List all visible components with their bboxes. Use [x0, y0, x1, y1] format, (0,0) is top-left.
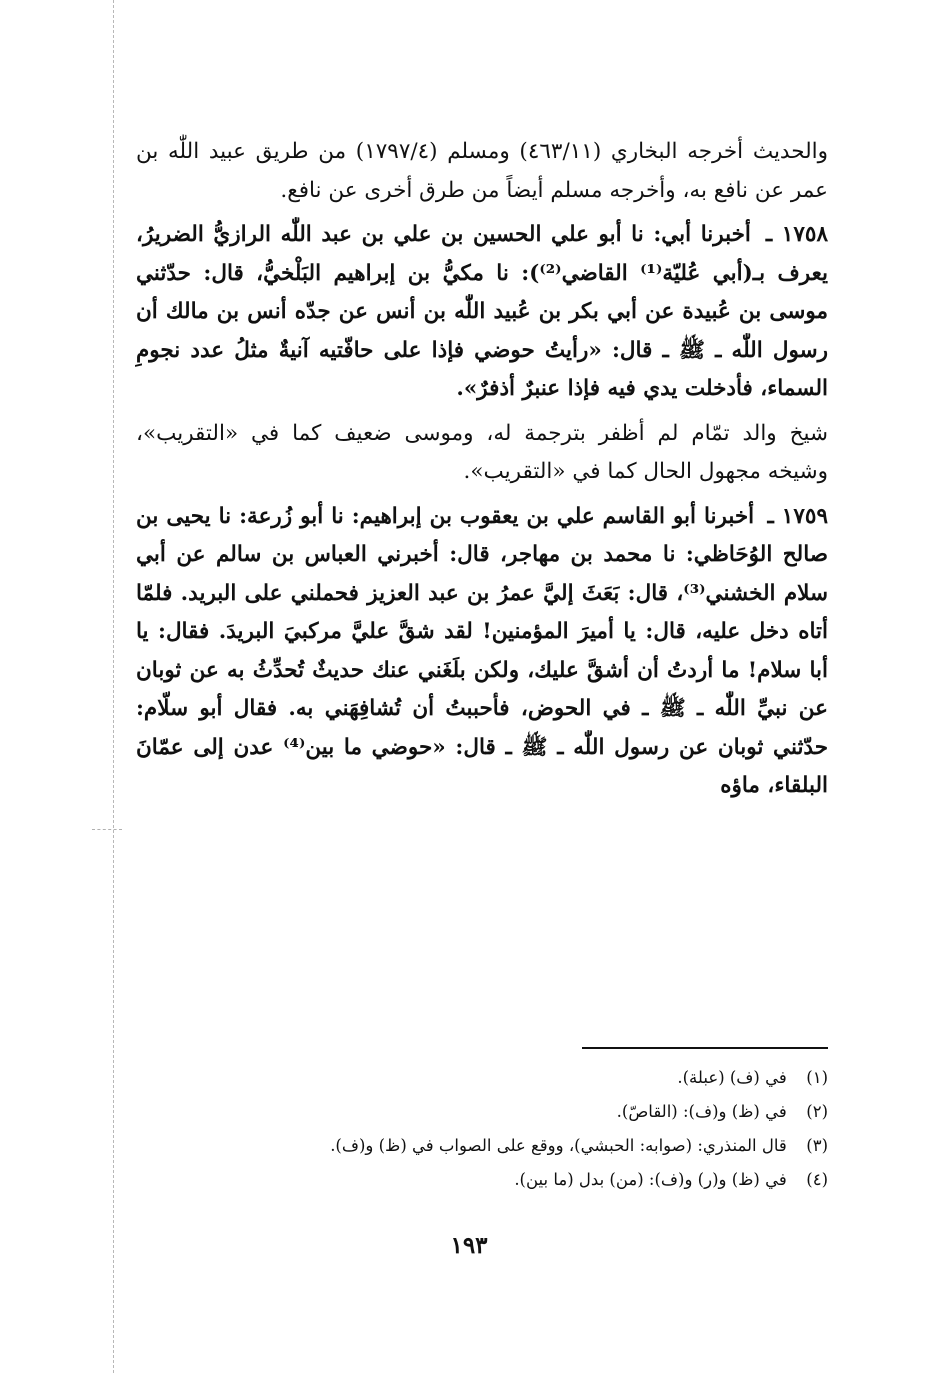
page-body	[136, 133, 828, 806]
margin-tick-mark	[92, 829, 122, 830]
footnote-text: في (ف) (عبلة).	[677, 1068, 787, 1087]
footnote-item	[136, 1163, 828, 1197]
footnote-item	[136, 1061, 828, 1095]
footnote-marker: (٣)	[806, 1136, 828, 1155]
footnote-item	[136, 1129, 828, 1163]
footnote-text: في (ظ) و(ف): (القاصّ).	[616, 1102, 787, 1121]
page-number: ١٩٣	[450, 1232, 488, 1259]
footnote-item	[136, 1095, 828, 1129]
paragraph-text: والحديث أخرجه البخاري (٤٦٣/١١) ومسلم (١٧٩٧/٤) من طريق عبيد اللّٰه بن عمر عن نافع به، وأخرجه مسلم أيضاً من طرق أخرى عن نافع.	[136, 139, 829, 203]
footnotes-section	[136, 1047, 828, 1197]
footnote-marker: (١)	[806, 1068, 828, 1087]
footnote-marker: (٤)	[806, 1170, 828, 1189]
footnote-list	[136, 1047, 828, 1197]
hadith-1758	[136, 216, 828, 409]
paragraph-text: شيخ والد تمّام لم أظفر بترجمة له، وموسى ضعيف كما في «التقريب»، وشيخه مجهول الحال كما في «التقريب».	[136, 420, 828, 484]
hadith-number: ١٧٥٨ ـ	[765, 222, 828, 247]
footnote-text: قال المنذري: (صوابه: الحبشي)، ووقع على الصواب في (ظ) و(ف).	[330, 1136, 787, 1155]
footnote-separator-line	[582, 1047, 828, 1049]
hadith-number: ١٧٥٩ ـ	[767, 503, 828, 529]
hadith-text: أخبرنا أبي: نا أبو علي الحسين بن علي بن عبد اللّٰه الرازيُّ الضريرُ، يعرف بـ(أبي عُليّة⁽¹⁾ القاضي⁽²⁾): نا مكيُّ بن إبراهيم البَلْخيُّ، قال: حدّثني موسى بن عُبيدة عن أبي بكر بن عُبيد اللّٰه بن أنس عن جدّه أنس بن مالك أن رسول اللّٰه ـ ﷺ ـ قال: «رأيتُ حوضي فإذا على حافّتيه آنيةٌ مثلُ عدد نجومِ السماء، فأدخلت يدي فيه فإذا عنبرٌ أذفرٌ».	[136, 222, 828, 401]
margin-guide-line	[113, 0, 114, 1373]
footnote-marker: (٢)	[806, 1102, 828, 1121]
hadith-1759	[136, 498, 828, 806]
footnote-text: في (ظ) و(ر) و(ف): (من) بدل (ما بين).	[514, 1170, 787, 1189]
hadith-text: أخبرنا أبو القاسم علي بن يعقوب بن إبراهيم: نا أبو زُرعة: نا يحيى بن صالح الوُحَاظي: نا محمد بن مهاجر، قال: أخبرني العباس بن سالم عن أبي سلام الخشني⁽³⁾، قال: بَعَثَ إليَّ عمرُ بن عبد العزيز فحملني على البريد. فلمّا أتاه دخل عليه، قال: يا أميرَ المؤمنين! لقد شقَّ عليَّ مركبيَ البريدَ. فقال: يا أبا سلام! ما أردتُ أن أشقَّ عليك، ولكن بلَغَني عنك حديثٌ تُحدِّثُ به عن ثوبان عن نبيِّ اللّٰه ـ ﷺ ـ في الحوض، فأحببتُ أن تُشافِهَني به. فقال أبو سلّام: حدّثني ثوبان عن رسول اللّٰه ـ ﷺ ـ قال: «حوضي ما بين⁽⁴⁾ عدن إلى عمّانَ البلقاء، ماؤه	[136, 503, 828, 798]
paragraph-commentary-1	[136, 133, 828, 210]
paragraph-commentary-2	[136, 415, 828, 492]
